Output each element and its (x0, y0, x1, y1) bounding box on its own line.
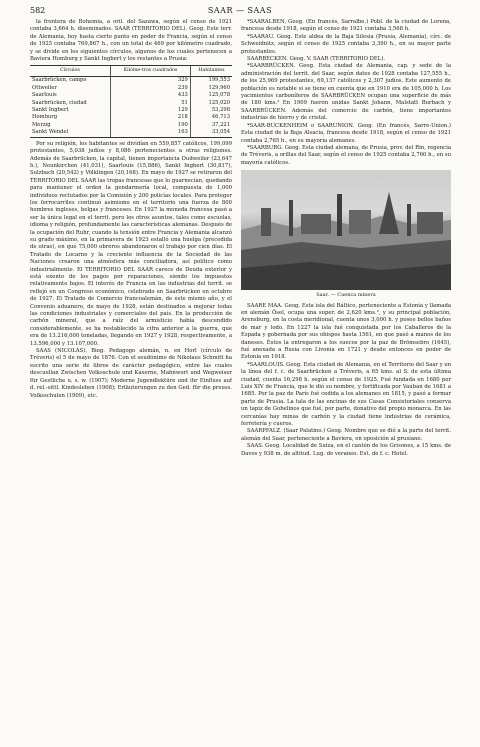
entry-saare-maa: SAARE MAA. Geog. Esta isla del Báltico, perteneciente a Estonia y llamada en alemán Ösel, ocupa una super. de 2,620 kms.², y su principal población, Arensburg, en la costa meridional, cuenta unos 3,000 h. y posee bellos baños de mar y lodo. En 1227 la isla fué conquistada por los Caballeros de la Espada y gobernada por sus obispos hasta 1561, en que pasó a manos de los daneses. Éstos la entregaron a los suecos por la paz de Brömsebro (1645), fué anexada a Rusia con Livonia en 1721 y desde entonces en poder de Estonia en 1918. (241, 302, 451, 361)
entry-saarpfalz: SAARPFALZ. (Saar Palatino.) Geog. Nombre que se dió a la parte del territ. alemán del Saar, perteneciente a Baviera, en oposición al prusiano. (241, 428, 451, 442)
table-cell: Ottweiler (32, 84, 57, 91)
circles-table (30, 65, 232, 137)
entry-saarbecken: SAARBECKEN. Geog. V. SAAR (TERRITORIO DEL). (247, 56, 385, 63)
running-title: SAAR — SAAS (207, 6, 273, 15)
running-header (30, 6, 450, 18)
entry-saar-buckenheim: *SAAR-BUCKENHEIM o SAARUNION. Geog. (En francés, Sarre-Union.) Esta ciudad de la Baja Alsacia, francesa desde 1918, según el censo de 1921 contaba 2,765 h., en su mayoría alemanes. (241, 122, 451, 144)
entry-saar-territory-body: Por su religión, los habitantes se dividían en 559,857 católicos, 199,099 protestantes, 5,038 judíos y 8,086 pertenecientes a otras religiones. Además de Saarbrücken, la capital, tienen importancia Dudweiler (23,647 h.), Neunkirchen (41,031), Saarlouis (15,886), Sankt Ingbert (30,817), Sulzbach (20,542) y Völklingen (20,168). En mayo de 1927 se retiraron del TERRITORIO DEL SAAR las tropas francesas que lo guarnecían, quedando para mantener el orden la gendarmería local, compuesta de 1,000 individuos reclutados por la Comisión y 200 policías locales. Para proteger los ferrocarriles continuó asimismo en el territorio una fuerza de 800 hombres ingleses, belgas y franceses. En 1927 la moneda francesa pasó a ser la única legal en el territ. pero los otros asuntos, tales como escuelas, idioma y religión, profundamente las características alemanas. Después de la ocupación del Ruhr, cuando la tensión entre Francia y Alemania alcanzó su grado máximo, en la primavera de 1923 estalló una huelga (precedida de otras), en que 75,000 obreros abandonaron el trabajo por cien días. El Tratado de Locarno y la creciente influencia de la Sociedad de las Naciones crearon una atmósfera más conciliadora, así político como industrialmente. El TERRITORIO DEL SAAR carece de Deuda exterior y está exento de los pagos por reparaciones, siendo los impuestos relativamente bajos. El interés de Francia en las industrias del territ. se reflejó en un Congreso económico, celebrado en Saarbrücken en octubre de 1927. El Tratado de Comercio francoalemán, de este mismo año, y el Convenio aduanero, de mayo de 1928, están destinados a mejorar todas las condiciones industriales y comerciales del país. En la producción de carbón mineral, que a raíz del armisticio había descendido considerablemente, se ha restablecido la cifra anterior a la guerra, que era de 13.216,000 toneladas, llegando en 1927 y 1928, respectivamente, a 13.596,000 y 13.107,000. (30, 140, 232, 347)
table-cell: 46,713 (190, 114, 232, 121)
table-header-circles: Círculos (30, 66, 111, 77)
table-cell: 33,054 (190, 129, 232, 137)
table-row (30, 114, 232, 121)
mine-landscape-illustration (241, 170, 451, 290)
table-header-population: Habitantes (190, 66, 232, 77)
table-cell: 239 (111, 85, 191, 92)
table-row (30, 92, 232, 99)
coal-basin-photo (241, 170, 451, 290)
table-row (30, 77, 232, 85)
table-cell: Saarbrücken, campo (32, 77, 87, 84)
table-row (30, 107, 232, 114)
entry-saaralben: *SAARALBEN, Geog. (En francés, Sarralbe.) Pobl. de la ciudad de Lorena, francesa desde 1918, según el censo de 1921 contaba 3,568 h. (241, 19, 451, 33)
entry-saas-nicolas: SAAS (NICOLÁS). Biog. Pedagogo alemán, n. en Horl (círculo de Tréveris) el 5 de mayo de 1876. Con el seudónimo de Nikolaus Schmitt ha escrito una serie de libros de carácter pedagógico, entre las cuales descuellan Zwischen Volksschule und Kaserne, Mahnwort und Wegweiser für Gestliche u. s. w. (1907); Moderne Jugendlektüre und ihr Einfluss auf d. rel.-sittl. Kindesleben (1908); Erläuterungen zu den Ged. für die preuss. Volksschulen (1909), etc. (30, 348, 232, 399)
table-cell: Homburg (32, 114, 58, 121)
table-cell: 129 (111, 107, 191, 114)
table-cell: Saarlouis (32, 92, 57, 99)
table-cell: Sankt Wendel (30, 129, 111, 137)
table-cell: 163 (111, 129, 191, 137)
table-row (30, 122, 232, 129)
entry-saarbrucken: *SAARBRÜCKEN. Geog. Esta ciudad de Alemania, cap. y sede de la administración del territ. del Saar, según datos de 1928 contaba 127,555 h., de los 25,969 protestantes, 69,137 católicos y 2,307 judíos. Este aumento de población es notable si se tiene en cuenta que en 1910 era de 105,000 h. Los yacimientos carboníferos de SAARBRÜCKEN ocupan una superficie de más de 180 kms.² En 1909 fueron unidas Sankt Johann, Malstatt Burbach y SAARBRÜCKEN. Además del comercio de carbón, tiene importantes industrias de hierro y de cristal. (241, 63, 451, 122)
table-cell: 199,553 (190, 77, 232, 85)
table-cell: 329 (111, 77, 191, 85)
table-cell: 37,221 (190, 122, 232, 129)
table-cell: 125,078 (190, 92, 232, 99)
entry-saarlouis: *SAARLOUIS. Geog. Esta ciudad de Alemania, en el Territorio del Saar y en la línea del f. c. de Saarbrücken a Tréveris, a 65 kms. al S. de esta última ciudad, cuenta 16,298 h. según el censo de 1925. Fué fundada en 1680 por Luis XIV de Francia, que le dió su nombre, y fortificada por Vauban de 1681 a 1685. Por la paz de París fué cedida a los alemanes en 1815, y pasó a formar parte de Prusia. La tala de las encinas de sus Casas Consistoriales conserva un tapiz de Gobelinos que fué, por parte, donativo del propio monarca. En las cercanías hay minas de carbón y la ciudad tiene industrias de cerámica, ferretería y cueros. (241, 361, 451, 428)
table-cell: 51 (111, 100, 191, 107)
table-cell: 218 (111, 114, 191, 121)
table-cell: 433 (111, 92, 191, 99)
entry-saar-territory-intro: la frontera de Bohemia, a oril. del Sazawa, según el censo de 1921 contaba 3,664 h. diseminados. SAAR (TERRITORIO DEL). Geog. Este terr. de Alemania, hoy hasta cierto punto en poder de Francia, según el censo de 1925 contaba 769,867 h., con un total de 469 por kilómetro cuadrado, y se divide en los siguientes círculos, algunos de los cuales pertenecen a Baviera Homburg y Sankt Ingbert y los restantes a Prusia: (30, 19, 232, 63)
entry-saarburg: *SAARBURG. Geog. Esta ciudad alemana, de Prusia, prov. del Rin, regencia de Tréveris, a orillas del Saar, según el censo de 1925 contaba 2,760 h., en su mayoría católicos. (241, 144, 451, 166)
page-number: 582 (30, 6, 46, 15)
right-column (241, 19, 451, 458)
entry-saas: SAAS. Geog. Localidad de Suiza, en el cantón de los Grisones, a 15 kms. de Davos y 938 m. de altitud. Lug. de veraneo. Est. de f. c. Hotel. (241, 443, 451, 457)
table-cell: Saarbrücken, ciudad (32, 99, 87, 106)
table-row (30, 129, 232, 137)
table-cell: Sankt Ingbert (32, 107, 69, 114)
table-row (30, 100, 232, 107)
table-cell: 190 (111, 122, 191, 129)
table-cell: 125,020 (190, 100, 232, 107)
left-column (30, 19, 232, 400)
photo-caption: Saar. — Cuenca minera (316, 292, 376, 299)
table-header-area: Kilóme-tros cuadrados (111, 66, 191, 77)
entry-saarau: *SAARAU. Geog. Este aldea de la Baja Silesia (Prusia, Alemania), círc. de Schweidnitz, según el censo de 1925 contaba 3,390 h., en su mayor parte protestantes. (241, 33, 451, 55)
table-cell: 53,298 (190, 107, 232, 114)
table-cell: Merzig (32, 121, 51, 128)
table-cell: 129,960 (190, 85, 232, 92)
table-row (30, 85, 232, 92)
